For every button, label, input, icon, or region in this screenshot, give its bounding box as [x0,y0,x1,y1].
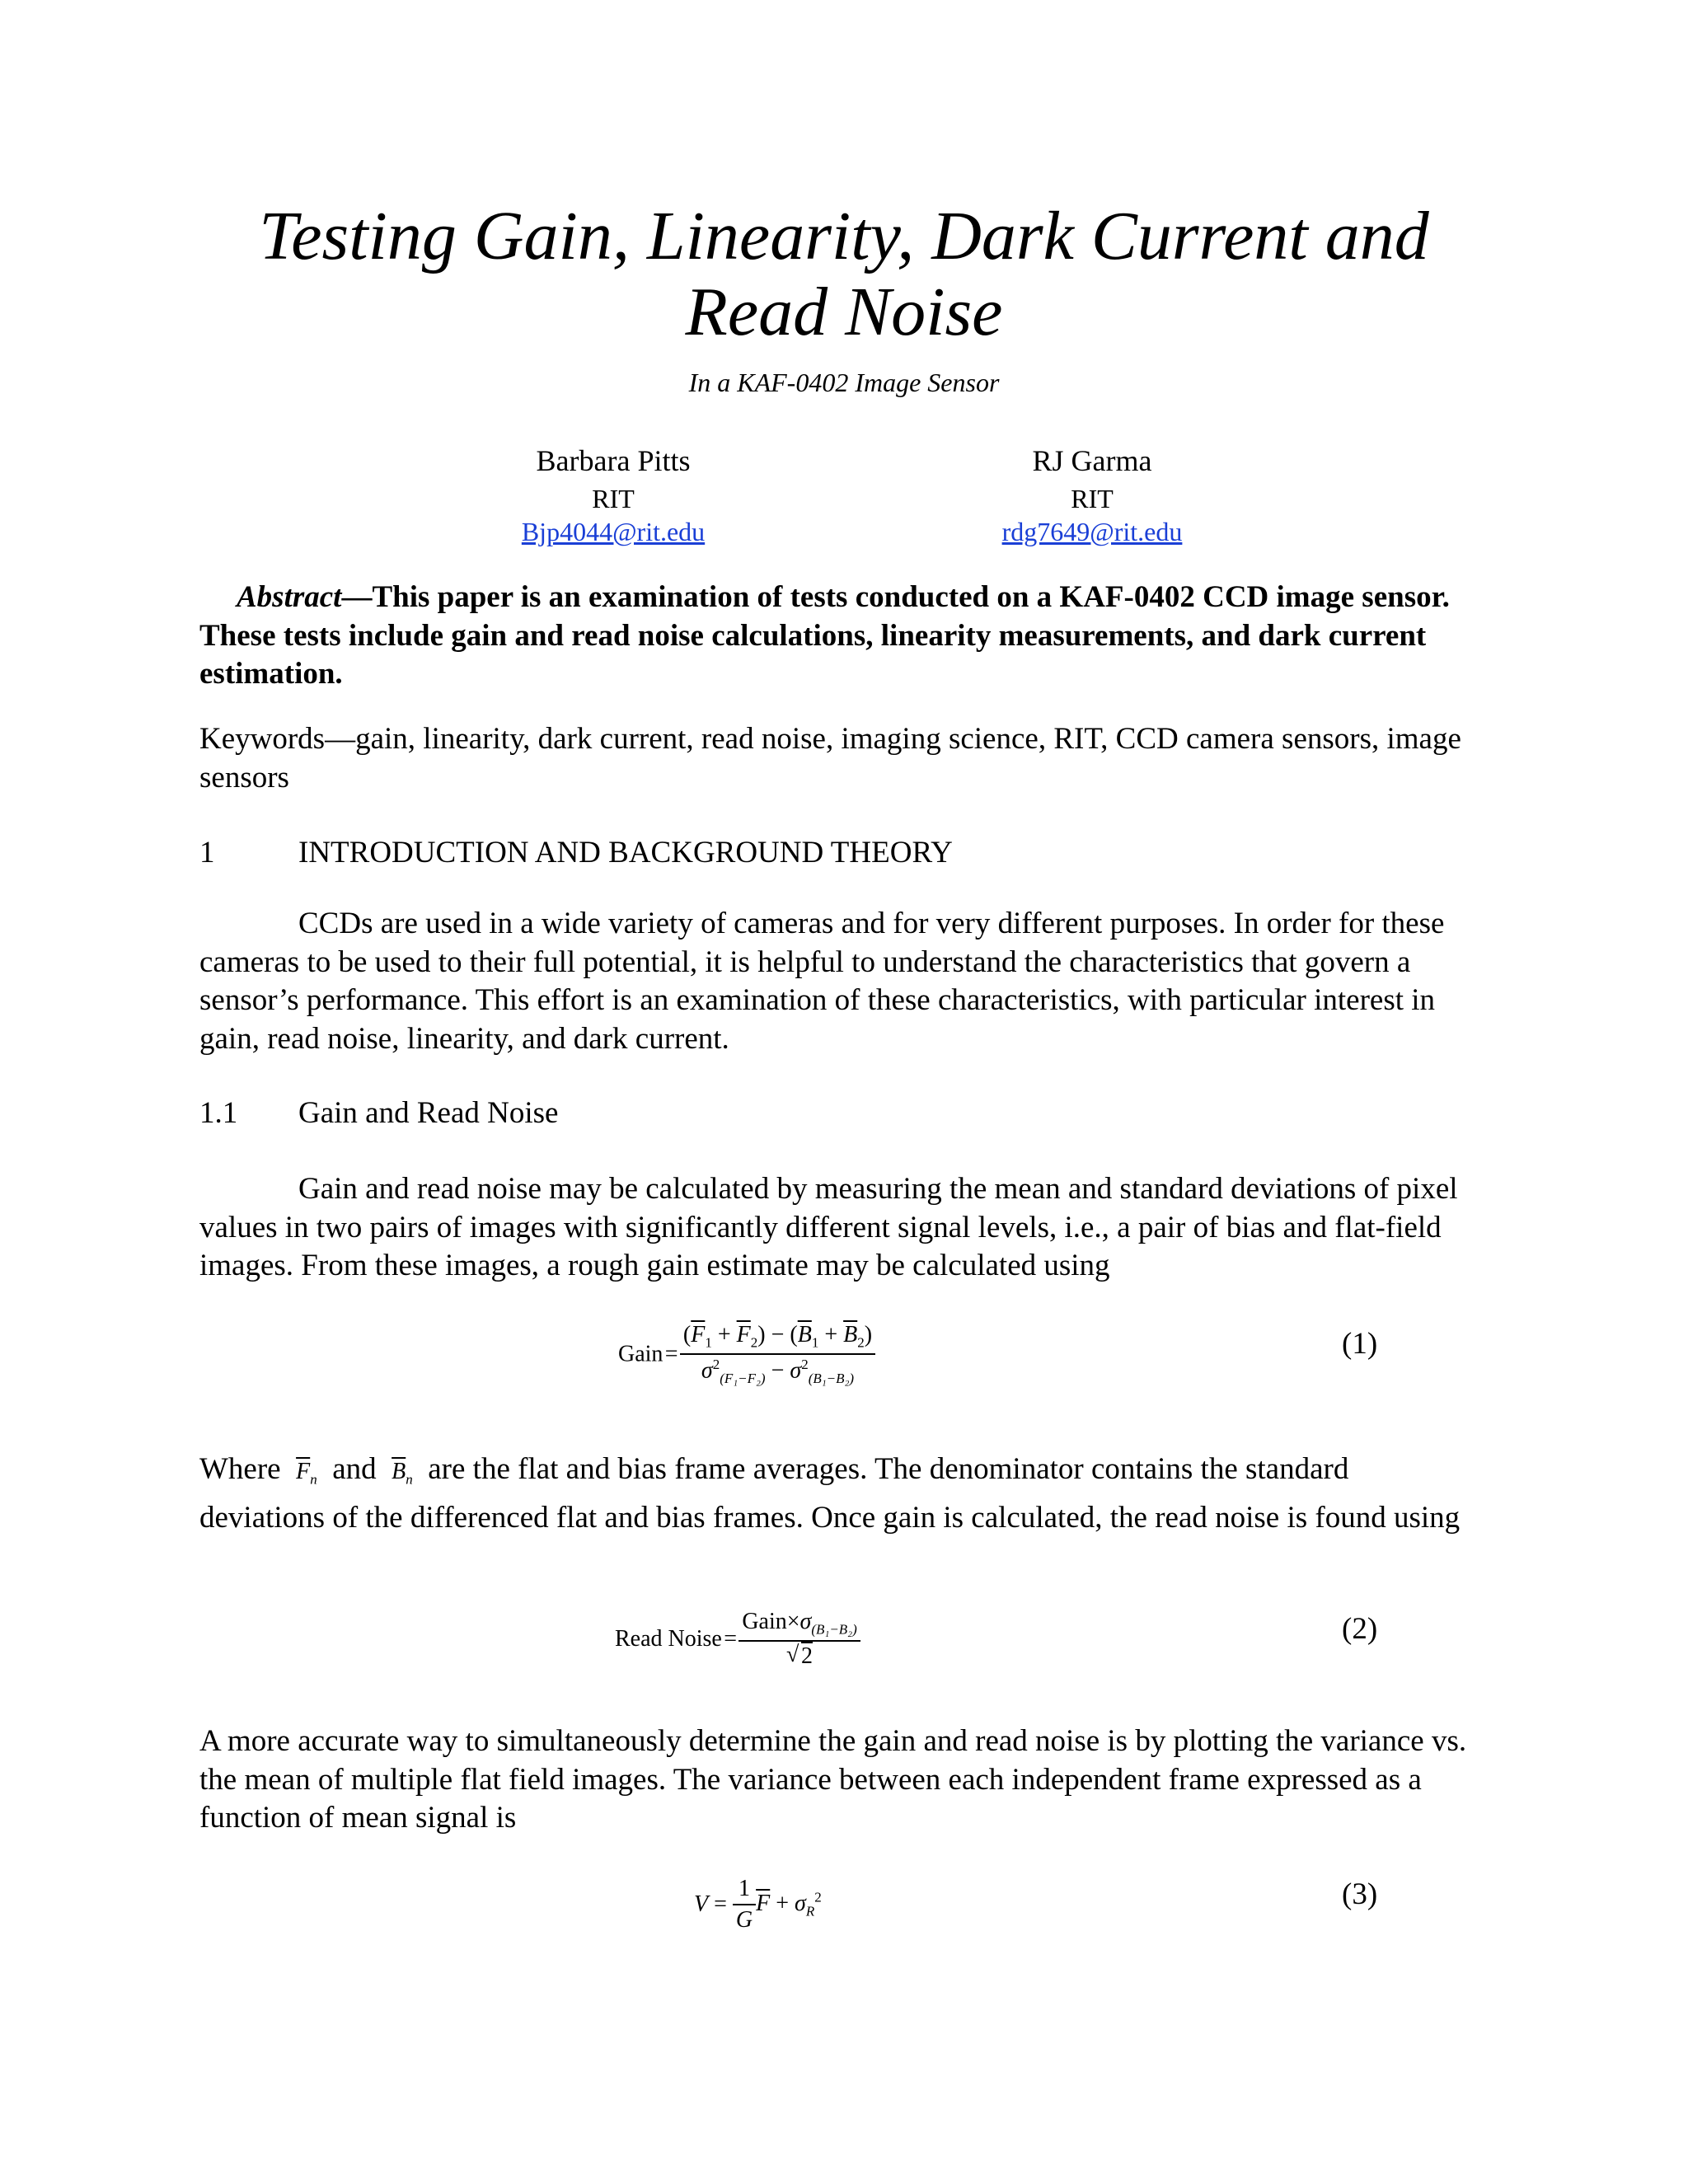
eq1-denominator: $\sigma^2_{(F_1-F_2)} - \sigma^2_{(B_1-B_2)}$ [701,1356,855,1386]
abstract [199,579,1485,694]
eq2-number: (2) [1342,1612,1378,1646]
inline-var-f: $\overline{F}_n$ [296,1459,317,1488]
equation-1 [618,1322,875,1387]
and-word: and [332,1452,377,1486]
abstract-lead: Abstract [237,580,342,614]
equation-3 [694,1876,822,1933]
author-2-name: RJ Garma [1032,444,1152,477]
eq2-label: Read Noise [615,1625,722,1652]
author-1-email-link[interactable]: Bjp4044@rit.edu [521,517,706,546]
intro-paragraph: CCDs are used in a wide variety of cameras and for very different purposes. In order for these cameras to be used to their full potential, it is helpful to understand the characteristics that govern a sensor’s performance. This effort is an examination of these characteristics, with particular interest in gain, read noise, linearity, and dark current. [199,907,1445,1056]
section-1-number: 1 [199,836,215,869]
eq1-equals: = [663,1341,680,1367]
eq3-rest: $\overline{F} + \sigma_R^2$ [756,1889,822,1919]
section-1-title: INTRODUCTION AND BACKGROUND THEORY [298,836,953,869]
eq1-label: Gain [618,1341,663,1367]
eq1-numerator: $(\overline{F}_1 + \overline{F}_2) - (\overline{B}_1 + \overline{B}_2)$ [680,1322,875,1355]
abstract-text: This paper is an examination of tests conducted on a KAF-0402 CCD image sensor. These tests include gain and read noise calculations, linearity measurements, and dark current estimation. [199,580,1450,691]
where-paragraph [199,1451,1485,1538]
eq3-v: V [694,1891,709,1917]
keywords: Keywords—gain, linearity, dark current, read noise, imaging science, RIT, CCD camera sensors, image sensors [199,722,1461,794]
eq3-fraction [733,1876,756,1933]
where-rest: deviations of the differenced flat and bias frames. Once gain is calculated, the read noise is found using [199,1501,1461,1535]
author-1-affiliation: RIT [592,484,635,513]
eq2-denominator: √ 2 [738,1642,860,1670]
eq2-fraction [738,1609,860,1670]
eq2-numerator: $Gain\times\sigma_{(B_1-B_2)}$ [738,1609,860,1642]
section-1-1-number: 1.1 [199,1096,238,1130]
paper-title-line-1: Testing Gain, Linearity, Dark Current and [259,198,1429,274]
eq3-number: (3) [1342,1877,1378,1911]
eq1-number: (1) [1342,1327,1378,1361]
section-1-heading [199,834,953,872]
eq3-denominator: G [735,1907,753,1933]
inline-var-b: $\overline{B}_n$ [392,1459,413,1488]
section-1-1-title: Gain and Read Noise [298,1096,559,1130]
eq2-times: Gain× [742,1609,800,1634]
accurate-paragraph: A more accurate way to simultaneously determine the gain and read noise is by plotting the variance vs. the mean of multiple flat field images. The variance between each independent frame expressed as a function of mean signal is [199,1724,1467,1835]
gain-paragraph: Gain and read noise may be calculated by measuring the mean and standard deviations of pixel values in two pairs of images with significantly different signal levels, i.e., a pair of bias and flat-field images. From these images, a rough gain estimate may be calculated using [199,1172,1458,1282]
equation-2 [615,1609,860,1670]
where-rest-line-1: are the flat and bias frame averages. The denominator contains the standard [428,1452,1349,1486]
section-1-1-heading [199,1094,558,1132]
author-2-affiliation: RIT [1071,484,1114,513]
paper-title-line-2: Read Noise [685,274,1003,350]
eq2-equals: = [721,1625,739,1652]
paper-subtitle: In a KAF-0402 Image Sensor [688,368,1000,397]
where-word: Where [199,1452,281,1486]
eq1-fraction [680,1322,875,1387]
eq3-numerator: 1 [733,1876,756,1905]
author-2-email-link[interactable]: rdg7649@rit.edu [1001,517,1183,546]
abstract-dash: — [341,580,373,614]
eq3-equals: = [708,1891,733,1917]
author-1-name: Barbara Pitts [536,444,691,477]
